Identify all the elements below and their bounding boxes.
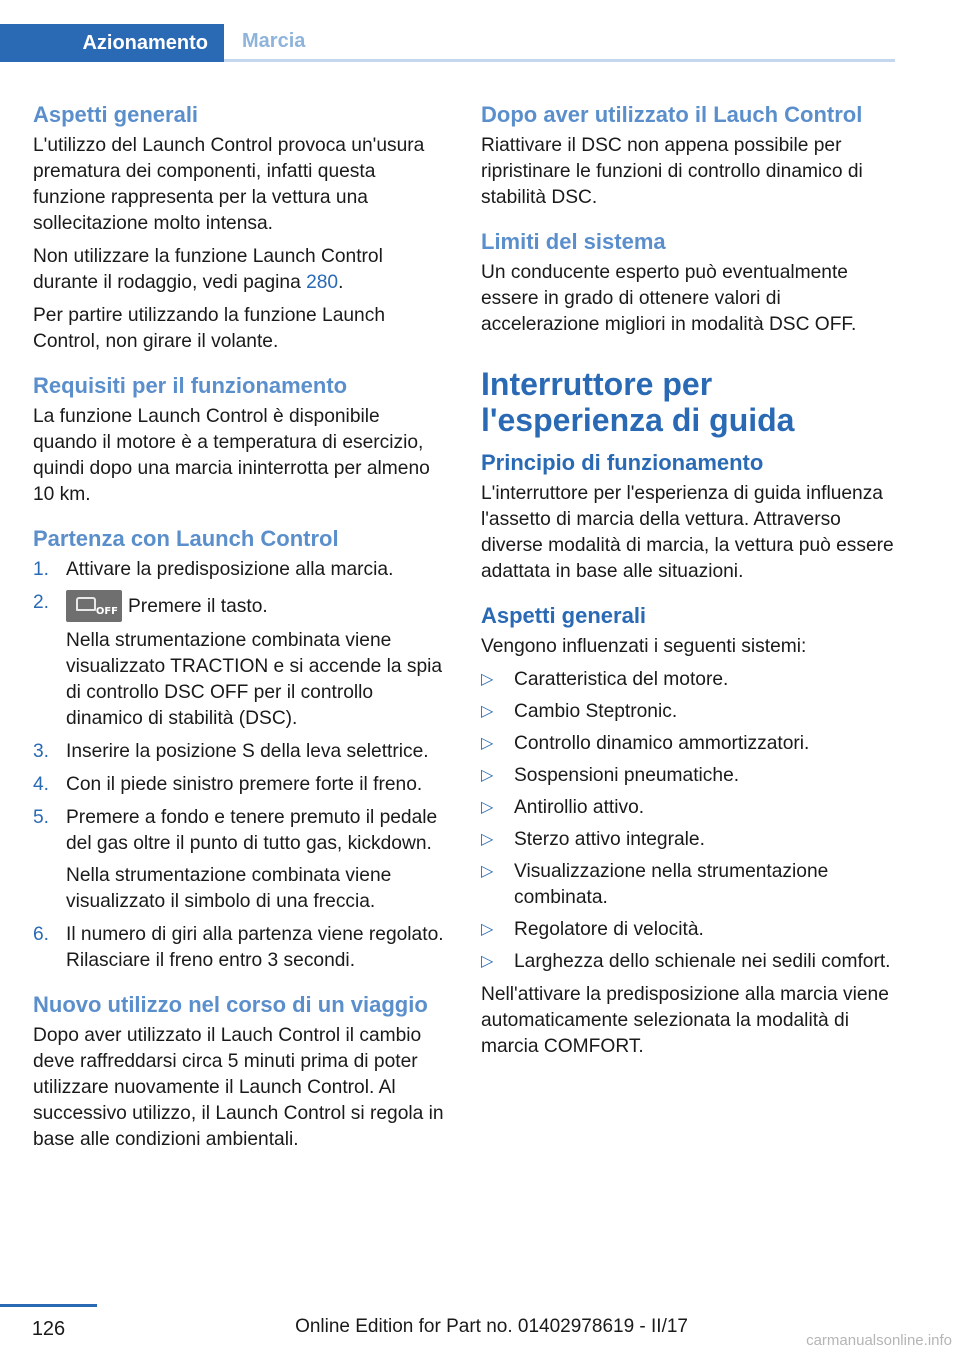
section-limiti	[481, 227, 896, 338]
paragraph: La funzione Launch Control è disponibile quando il motore è a temperatura di esercizio, quindi dopo una marcia ininterrotta per almeno 10 km.	[33, 406, 430, 505]
list-item	[481, 795, 896, 821]
steps-list	[33, 557, 448, 974]
section-heading: Dopo aver utilizzato il Lauch Control	[481, 102, 863, 127]
paragraph-text: Non utilizzare la funzione Launch Control durante il rodaggio, vedi pagina	[33, 246, 383, 293]
section-heading: Aspetti generali	[33, 102, 199, 127]
triangle-bullet-icon: ▷	[481, 831, 494, 848]
edition-text: Online Edition for Part no. 01402978619 - II/17	[295, 1316, 688, 1337]
footer-rule	[0, 1304, 97, 1307]
step-number: 4.	[33, 774, 50, 795]
section-nuovo-utilizzo	[33, 990, 448, 1153]
page-header	[0, 24, 895, 62]
list-item-text: Cambio Steptronic.	[514, 701, 678, 722]
paragraph: Un conducente esperto può eventualmente essere in grado di ottenere valori di accelerazione migliori in modalità DSC OFF.	[481, 262, 857, 335]
section-requisiti	[33, 371, 448, 508]
list-item	[481, 667, 896, 693]
step-subtext: Nella strumentazione combinata viene visualizzato TRACTION e si accende la spia di controllo DSC OFF per il controllo dinamico di stabilità (DSC).	[66, 630, 443, 729]
step-text: Il numero di giri alla partenza viene regolato. Rilasciare il freno entro 3 secondi.	[66, 924, 444, 971]
list-item	[481, 917, 896, 943]
list-item-text: Sterzo attivo integrale.	[514, 829, 705, 850]
section-dopo-utilizzo	[481, 100, 896, 211]
triangle-bullet-icon: ▷	[481, 703, 494, 720]
triangle-bullet-icon: ▷	[481, 767, 494, 784]
step-number: 5.	[33, 807, 50, 828]
list-item	[481, 859, 896, 911]
step-text: Premere il tasto.	[128, 596, 268, 617]
step-text: Attivare la predisposizione alla marcia.	[66, 559, 394, 580]
list-item-text: Larghezza dello schienale nei sedili comfort.	[514, 951, 891, 972]
list-item-text: Controllo dinamico ammortizzatori.	[514, 733, 810, 754]
triangle-bullet-icon: ▷	[481, 735, 494, 752]
paragraph: Vengono influenzati i seguenti sistemi:	[481, 636, 807, 657]
section-tab-marcia[interactable]: Marcia	[224, 24, 895, 62]
triangle-bullet-icon: ▷	[481, 671, 494, 688]
left-column	[33, 100, 448, 1169]
section-heading: Nuovo utilizzo nel corso di un viaggio	[33, 992, 428, 1017]
triangle-bullet-icon: ▷	[481, 863, 494, 880]
step-number: 3.	[33, 741, 50, 762]
chapter-title: Interruttore per l'esperienza di guida	[481, 366, 795, 438]
triangle-bullet-icon: ▷	[481, 921, 494, 938]
step-number: 2.	[33, 592, 50, 613]
list-item	[33, 772, 448, 798]
list-item	[481, 827, 896, 853]
right-column	[481, 100, 896, 1076]
list-item	[481, 731, 896, 757]
paragraph: Riattivare il DSC non appena possibile per ripristinare le funzioni di controllo dinamico di stabilità DSC.	[481, 135, 863, 208]
list-item	[33, 922, 448, 974]
list-item-text: Antirollio attivo.	[514, 797, 645, 818]
page-number: 126	[31, 1318, 66, 1340]
list-item	[481, 699, 896, 725]
section-heading: Limiti del sistema	[481, 229, 666, 254]
step-number: 6.	[33, 924, 50, 945]
step-text: Premere a fondo e tenere premuto il pedale del gas oltre il punto di tutto gas, kickdown.	[66, 807, 438, 854]
section-aspetti-generali-right	[481, 601, 896, 1060]
section-partenza	[33, 524, 448, 974]
section-aspetti-generali	[33, 100, 448, 355]
triangle-bullet-icon: ▷	[481, 799, 494, 816]
list-item-text: Regolatore di velocità.	[514, 919, 704, 940]
list-item	[33, 557, 448, 583]
paragraph: Per partire utilizzando la funzione Launch Control, non girare il volante.	[33, 305, 385, 352]
list-item	[481, 763, 896, 789]
paragraph: Dopo aver utilizzato il Lauch Control il cambio deve raffreddarsi circa 5 minuti prima di poter utilizzare nuovamente il Launch Control. Al successivo utilizzo, il Launch Control si regola in base alle condizioni ambientali.	[33, 1025, 444, 1150]
step-number: 1.	[33, 559, 50, 580]
car-skid-icon	[76, 597, 96, 611]
step-text: Con il piede sinistro premere forte il freno.	[66, 774, 423, 795]
list-item-text: Caratteristica del motore.	[514, 669, 729, 690]
section-heading: Principio di funzionamento	[481, 450, 764, 475]
section-principio	[481, 448, 896, 585]
paragraph: Nell'attivare la predisposizione alla marcia viene automaticamente selezionata la modalità di marcia COMFORT.	[481, 984, 889, 1057]
list-item-text: Sospensioni pneumatiche.	[514, 765, 740, 786]
triangle-bullet-icon: ▷	[481, 953, 494, 970]
paragraph: L'utilizzo del Launch Control provoca un'usura prematura dei componenti, infatti questa funzione rappresenta per la vettura una sollecitazione molto intensa.	[33, 135, 425, 234]
list-item	[33, 739, 448, 765]
step-text-line	[66, 590, 448, 622]
paragraph: L'interruttore per l'esperienza di guida influenza l'assetto di marcia della vettura. Attraverso diverse modalità di marcia, la vettura può essere adattata in base alle situazioni.	[481, 483, 894, 582]
section-heading: Requisiti per il funzionamento	[33, 373, 348, 398]
page-link[interactable]: 280	[306, 272, 339, 293]
step-subtext: Nella strumentazione combinata viene visualizzato il simbolo di una freccia.	[66, 865, 392, 912]
step-text: Inserire la posizione S della leva selettrice.	[66, 741, 429, 762]
list-item	[481, 949, 896, 975]
list-item-text: Visualizzazione nella strumentazione combinata.	[514, 861, 829, 908]
section-tab-azionamento[interactable]: Azionamento	[0, 24, 224, 62]
off-label: OFF	[95, 606, 118, 617]
systems-list	[481, 667, 896, 975]
section-heading: Aspetti generali	[481, 603, 647, 628]
paragraph-text: .	[338, 272, 344, 293]
section-heading: Partenza con Launch Control	[33, 526, 339, 551]
list-item	[33, 590, 448, 732]
paragraph	[33, 244, 448, 296]
watermark-text: carmanualsonline.info	[806, 1332, 952, 1349]
dsc-off-button-icon	[66, 590, 122, 622]
list-item	[33, 805, 448, 915]
